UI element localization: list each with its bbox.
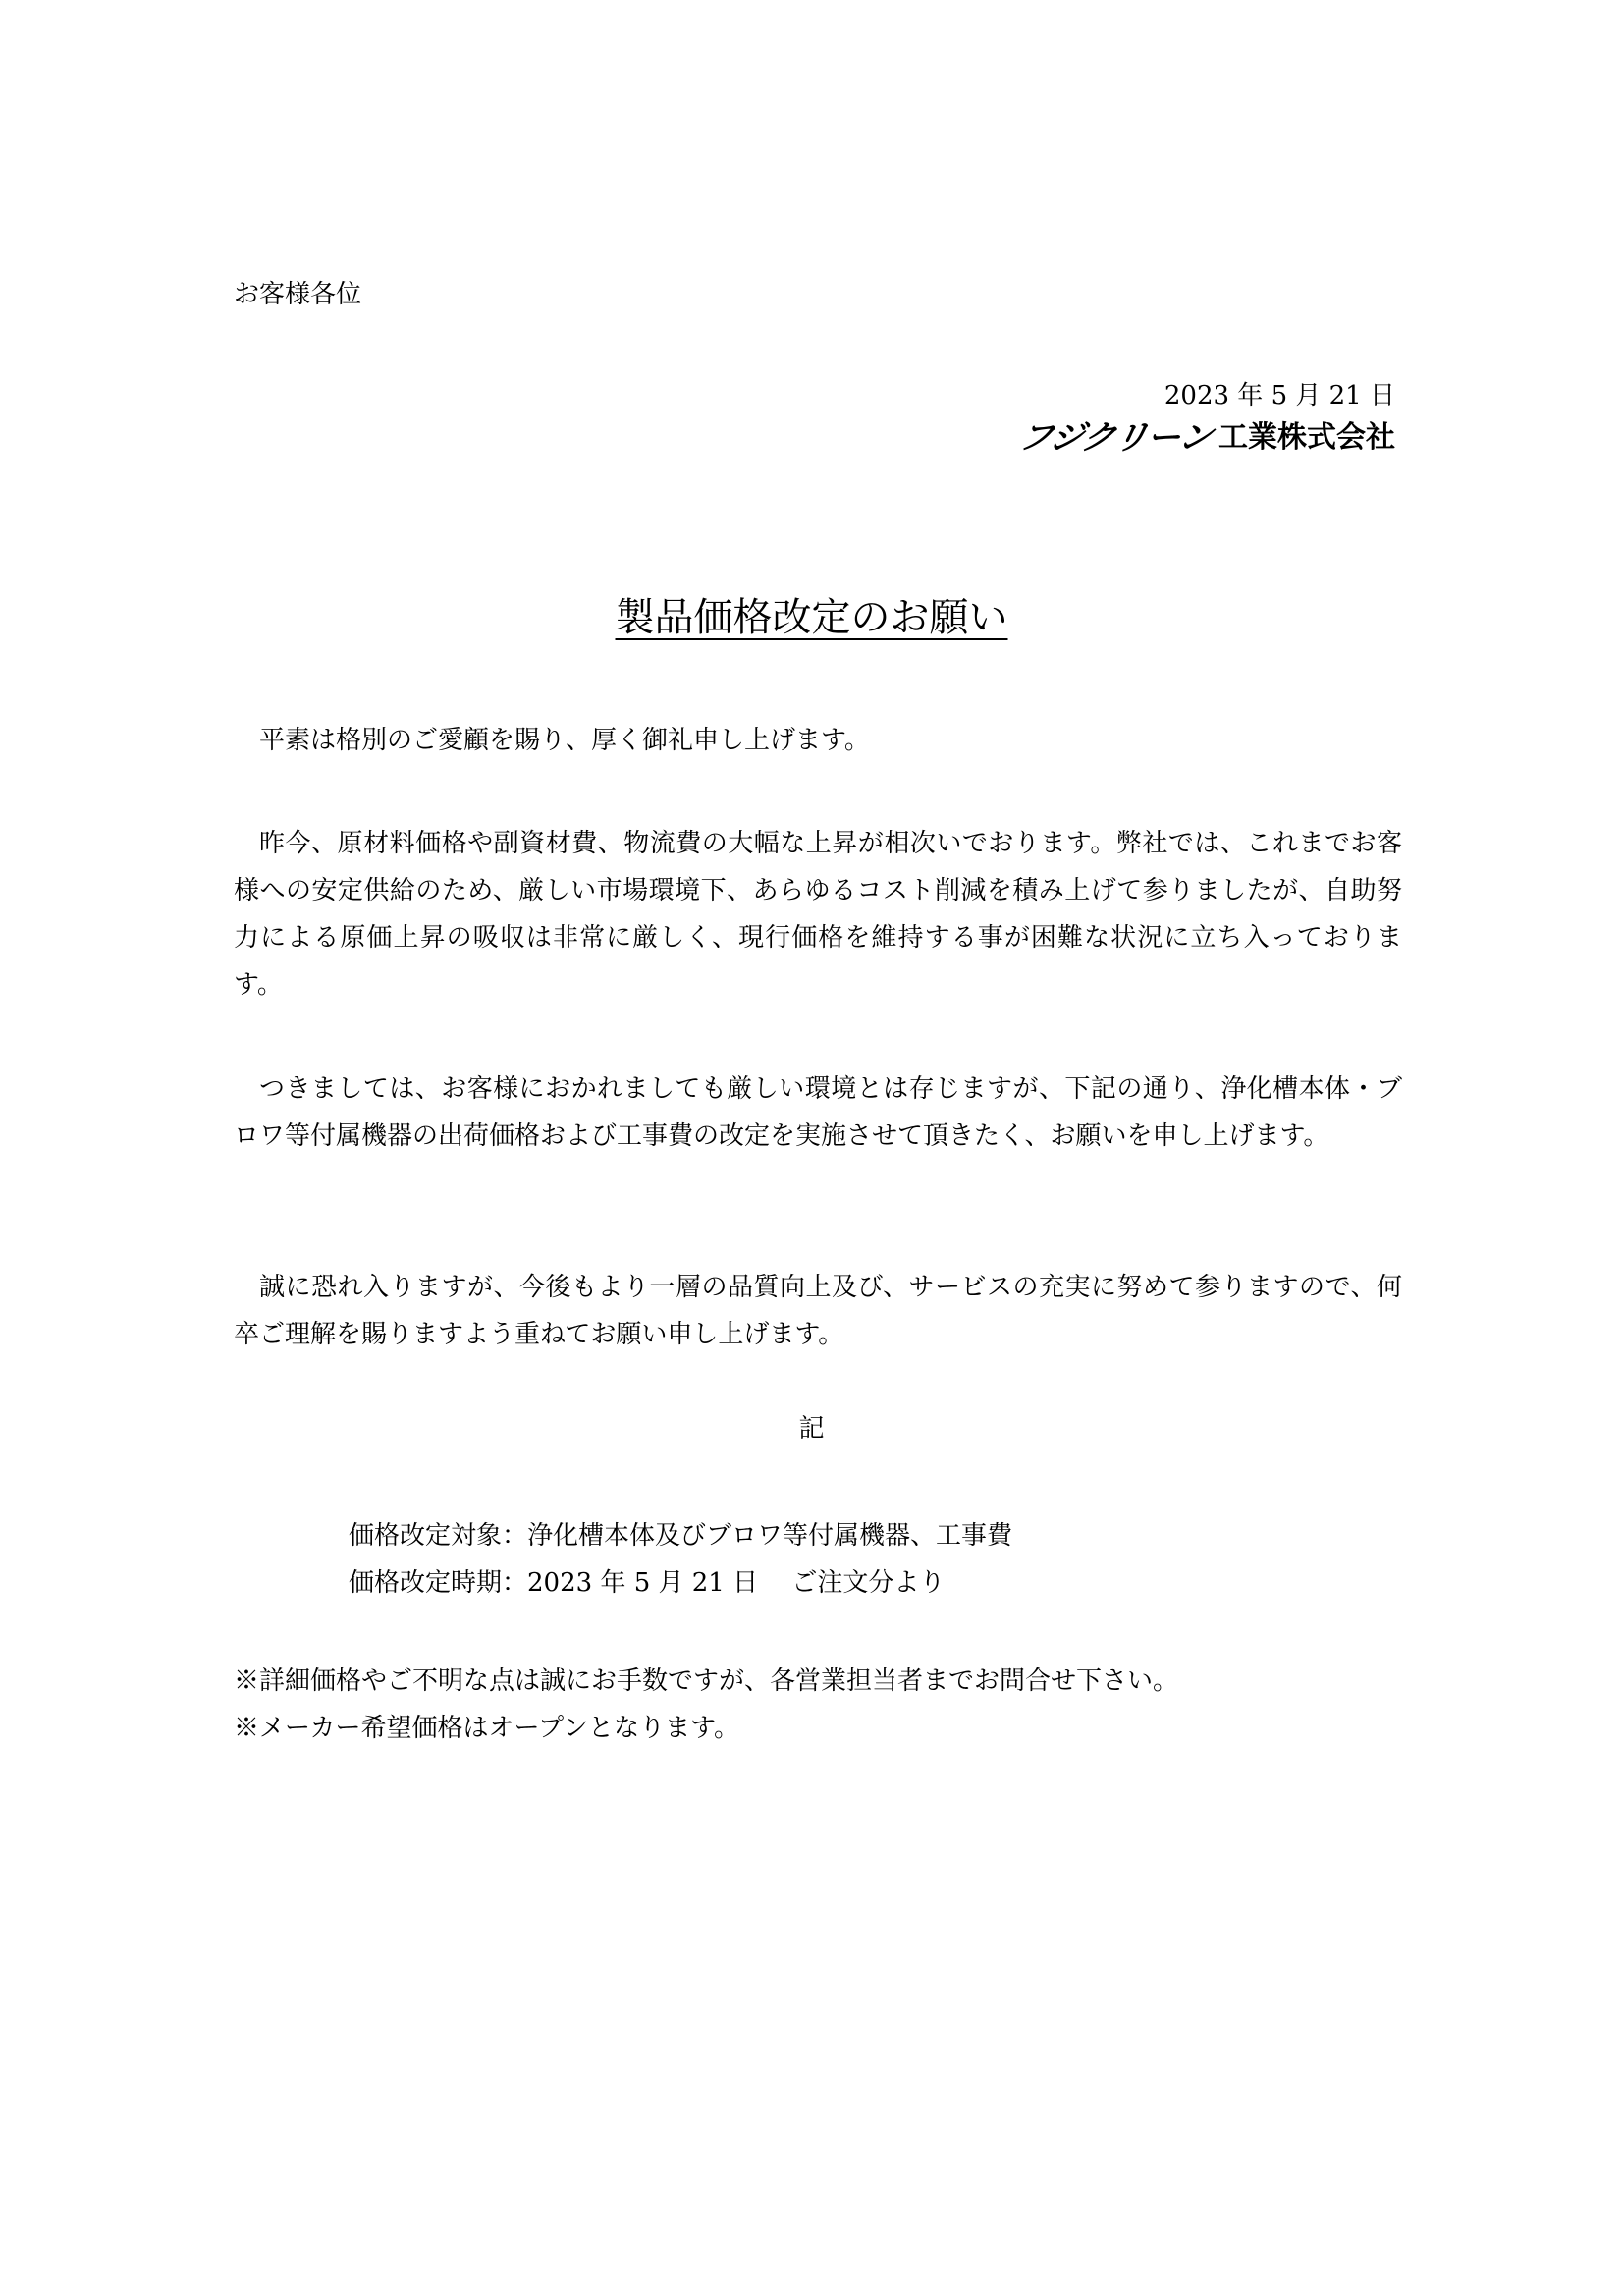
revision-date: 価格改定時期：2023 年 5 月 21 日 ご注文分より [349, 1568, 946, 1598]
note-open-price: ※メーカー希望価格はオープンとなります。 [234, 1714, 740, 1743]
document-title-text: 製品価格改定のお願い [615, 595, 1008, 640]
paragraph-request: つきましては、お客様におかれましても厳しい環境とは存じますが、下記の通り、浄化槽本体・ブロワ等付属機器の出荷価格および工事費の改定を実施させて頂きたく、お願いを申し上げます。 [234, 1074, 1402, 1151]
company-logo: フジクリーン [1014, 418, 1216, 458]
paragraph-greeting: 平素は格別のご愛顧を賜り、厚く御礼申し上げます。 [259, 726, 870, 755]
issue-date: 2023 年 5 月 21 日 [1163, 381, 1395, 410]
salutation: お客様各位 [234, 280, 362, 309]
company-suffix: 工業株式会社 [1218, 420, 1395, 455]
ki-heading: 記 [798, 1414, 825, 1444]
paragraph-background: 昨今、原材料価格や副資材費、物流費の大幅な上昇が相次いでおります。弊社では、これまでお客様への安定供給のため、厳しい市場環境下、あらゆるコスト削減を積み上げて参りましたが、自助努力による原価上昇の吸収は非常に厳しく、現行価格を維持する事が困難な状況に立ち入っております。 [234, 829, 1402, 1000]
revision-target: 価格改定対象：浄化槽本体及びブロワ等付属機器、工事費 [349, 1521, 1013, 1551]
document-title [0, 594, 1623, 641]
company-signature [1014, 418, 1395, 458]
notes [234, 1658, 1178, 1752]
note-inquiry: ※詳細価格やご不明な点は誠にお手数ですが、各営業担当者までお問合せ下さい。 [234, 1667, 1179, 1696]
paragraph-closing: 誠に恐れ入りますが、今後もより一層の品質向上及び、サービスの充実に努めて参りますので、何卒ご理解を賜りますよう重ねてお願い申し上げます。 [234, 1273, 1402, 1349]
revision-details [349, 1512, 1012, 1607]
